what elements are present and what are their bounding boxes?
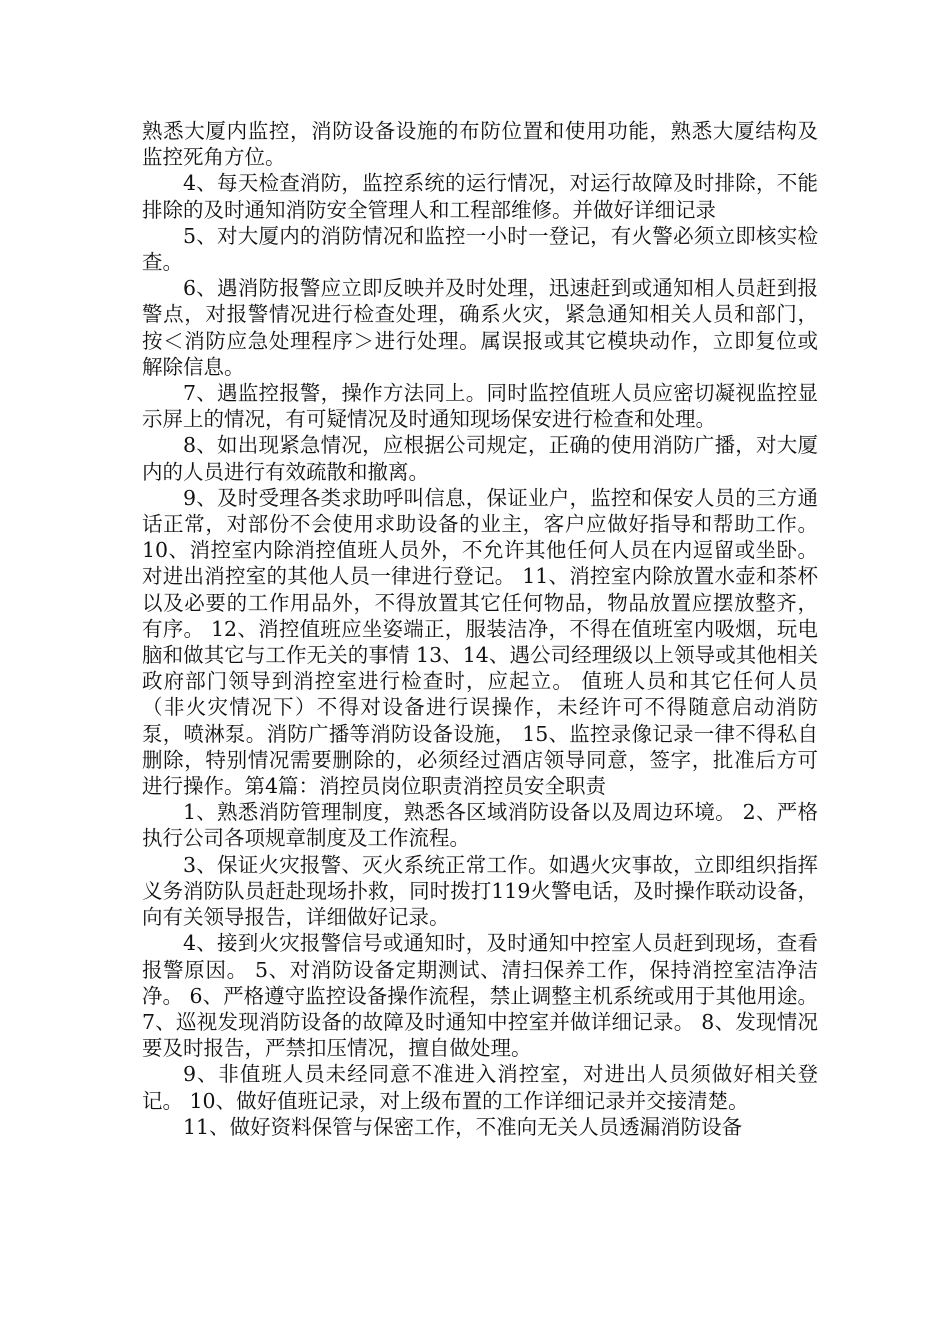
paragraph-10: 4、接到火灾报警信号或通知时，及时通知中控室人员赶到现场，查看报警原因。 5、对消防设备定期测试、清扫保养工作，保持消控室洁净洁净。 6、严格遵守监控设备操作流程，禁止调整主机系统或用于其他用途。 7、巡视发现消防设备的故障及时通知中控室并做详细记录。 8、发现情况要及时报告，严禁扣压情况，擅自做处理。 [142,931,818,1061]
paragraph-9: 3、保证火灾报警、灭火系统正常工作。如遇火灾事故，立即组织指挥义务消防队员赶赴现场扑救，同时拨打119火警电话，及时操作联动设备，向有关领导报告，详细做好记录。 [142,852,818,930]
paragraph-8: 1、熟悉消防管理制度，熟悉各区域消防设备以及周边环境。 2、严格执行公司各项规章制度及工作流程。 [142,800,818,851]
paragraph-4: 6、遇消防报警应立即反映并及时处理，迅速赶到或通知相人员赶到报警点，对报警情况进行检查处理，确系火灾，紧急通知相关人员和部门，按＜消防应急处理程序＞进行处理。属误报或其它模块动作，立即复位或解除信息。 [142,276,818,379]
document-body [142,118,818,1140]
paragraph-7: 9、及时受理各类求助呼叫信息，保证业户，监控和保安人员的三方通话正常，对部份不会使用求助设备的业主，客户应做好指导和帮助工作。 10、消控室内除消控值班人员外，不允许其他任何人员在内逗留或坐卧。对进出消控室的其他人员一律进行登记。 11、消控室内除放置水壶和茶杯以及必要的工作用品外，不得放置其它任何物品，物品放置应摆放整齐，有序。 12、消控值班应坐姿端正，服装洁净，不得在值班室内吸烟，玩电脑和做其它与工作无关的事情 13、14、遇公司经理级以上领导或其他相关政府部门领导到消控室进行检查时，应起立。 值班人员和其它任何人员（非火灾情况下）不得对设备进行误操作，未经许可不得随意启动消防泵，喷淋泵。消防广播等消防设备设施， 15、监控录像记录一律不得私自删除，特别情况需要删除的，必须经过酒店领导同意，签字，批准后方可进行操作。第4篇：消控员岗位职责消控员安全职责 [142,485,818,799]
paragraph-11: 9、非值班人员未经同意不准进入消控室，对进出人员须做好相关登记。 10、做好值班记录，对上级布置的工作详细记录并交接清楚。 [142,1062,818,1113]
paragraph-6: 8、如出现紧急情况，应根据公司规定，正确的使用消防广播，对大厦内的人员进行有效疏散和撤离。 [142,433,818,484]
paragraph-3: 5、对大厦内的消防情况和监控一小时一登记，有火警必须立即核实检查。 [142,223,818,275]
paragraph-2: 4、每天检查消防，监控系统的运行情况，对运行故障及时排除，不能排除的及时通知消防安全管理人和工程部维修。并做好详细记录 [142,171,818,222]
paragraph-1: 熟悉大厦内监控，消防设备设施的布防位置和使用功能，熟悉大厦结构及监控死角方位。 [142,119,818,170]
paragraph-5: 7、遇监控报警，操作方法同上。同时监控值班人员应密切凝视监控显示屏上的情况，有可疑情况及时通知现场保安进行检查和处理。 [142,381,818,432]
paragraph-12: 11、做好资料保管与保密工作，不准向无关人员透漏消防设备 [183,1114,743,1139]
